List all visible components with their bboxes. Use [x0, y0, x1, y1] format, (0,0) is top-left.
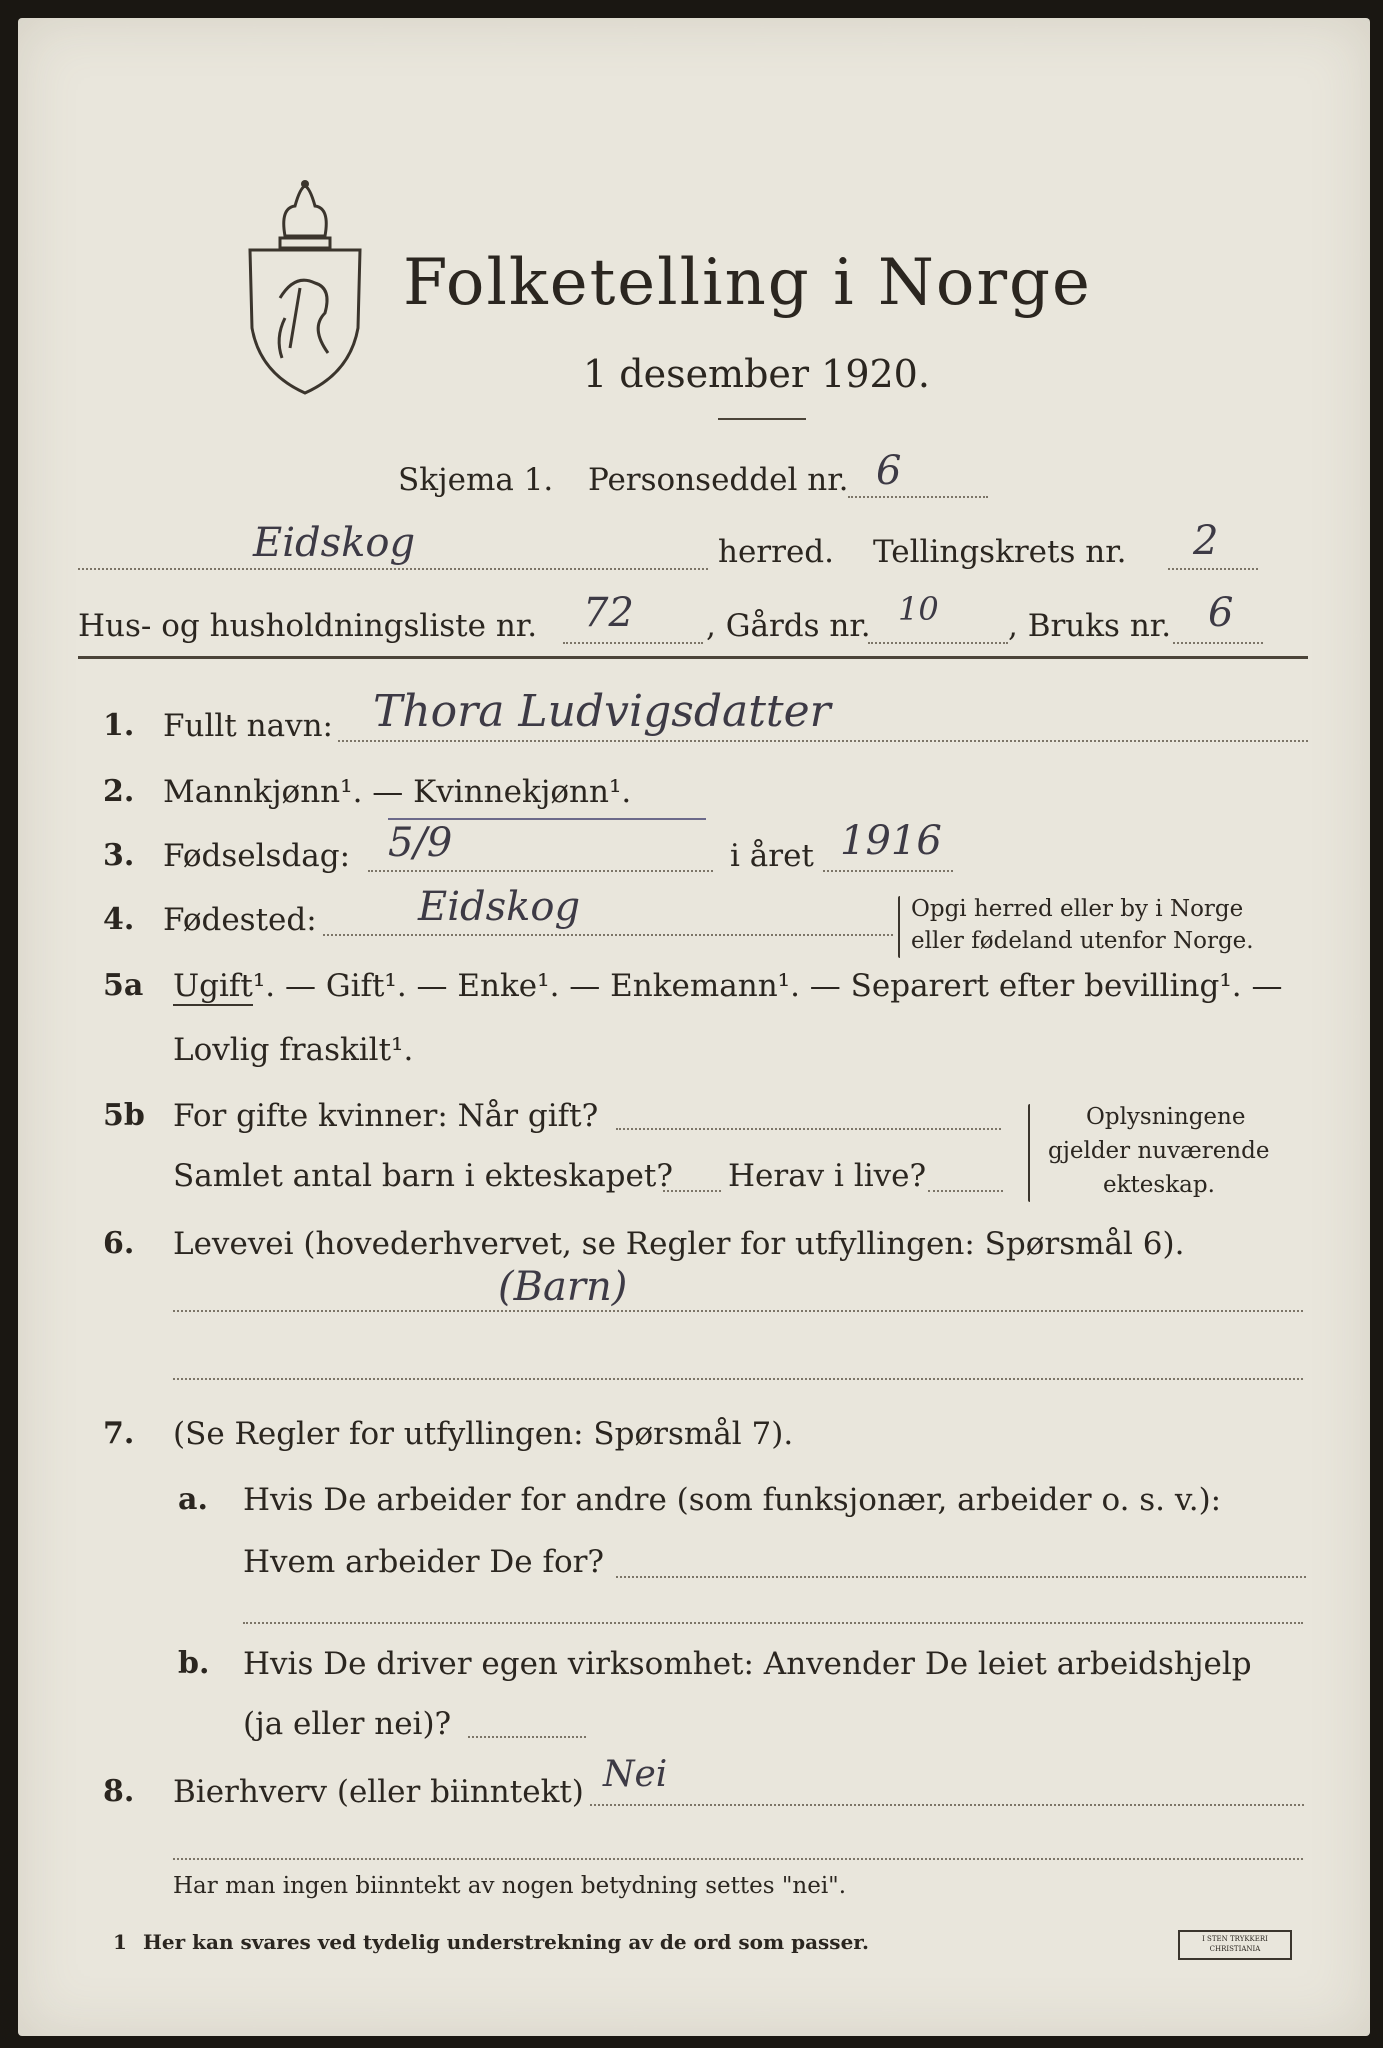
children-total-label: Samlet antal barn i ekteskapet?	[173, 1158, 673, 1194]
marriage-note-line2: gjelder nuværende	[1048, 1138, 1270, 1164]
employer-field-line	[616, 1576, 1306, 1578]
personseddel-field-line	[848, 496, 988, 498]
q7a-line1: Hvis De arbeider for andre (som funksjonær, arbeider o. s. v.):	[243, 1482, 1222, 1518]
marriage-note-line3: ekteskap.	[1103, 1172, 1215, 1198]
printer-stamp-line2: CHRISTIANIA	[1209, 1945, 1261, 1953]
bruks-label: , Bruks nr.	[1008, 608, 1172, 644]
q7-label: (Se Regler for utfyllingen: Spørsmål 7).	[173, 1416, 794, 1452]
census-date: 1 desember 1920.	[583, 352, 930, 396]
gards-field-line	[868, 642, 1008, 644]
when-married-field-line	[616, 1128, 1001, 1130]
household-list-value[interactable]: 72	[583, 590, 634, 636]
printer-stamp	[1178, 1930, 1292, 1960]
personseddel-label: Personseddel nr.	[588, 462, 849, 498]
q6-number: 6.	[103, 1226, 135, 1261]
employer-label: Hvem arbeider De for?	[243, 1544, 605, 1580]
footnote-text: Her kan svares ved tydelig understrekning av de ord som passer.	[143, 1930, 869, 1954]
side-income-value[interactable]: Nei	[603, 1754, 668, 1795]
q7b-number: b.	[178, 1646, 210, 1681]
q4-label: Fødested:	[163, 902, 317, 938]
occupation-field-line-2	[173, 1378, 1303, 1380]
bruks-value[interactable]: 6	[1208, 590, 1234, 636]
birthplace-note-line1: Opgi herred eller by i Norge	[911, 896, 1244, 922]
side-income-field-line	[590, 1804, 1304, 1806]
hired-help-label: (ja eller nei)?	[243, 1706, 452, 1742]
unmarried-option[interactable]: Ugift	[173, 968, 253, 1004]
children-alive-field-line	[928, 1190, 1003, 1192]
children-alive-label: Herav i live?	[728, 1158, 927, 1194]
q5a-number: 5a	[103, 968, 144, 1003]
married-women-label: For gifte kvinner: Når gift?	[173, 1098, 599, 1134]
tellingskrets-value[interactable]: 2	[1193, 518, 1219, 564]
gards-label: , Gårds nr.	[706, 608, 871, 644]
q8-number: 8.	[103, 1774, 135, 1809]
year-label: i året	[730, 838, 814, 874]
q7b-line1: Hvis De driver egen virksomhet: Anvender De leiet arbeidshjelp	[243, 1646, 1252, 1682]
birth-year-value[interactable]: 1916	[840, 818, 942, 864]
q5b-number: 5b	[103, 1098, 145, 1133]
q1-number: 1.	[103, 708, 135, 743]
note-brace	[1028, 1104, 1030, 1202]
form-title: Folketelling i Norge	[403, 246, 1092, 320]
herred-value[interactable]: Eidskog	[253, 520, 416, 566]
marriage-note-line1: Oplysningene	[1086, 1104, 1246, 1130]
bruks-field-line	[1173, 642, 1263, 644]
household-list-label: Hus- og husholdningsliste nr.	[78, 608, 538, 644]
note-brace	[898, 896, 900, 958]
tellingskrets-field-line	[1168, 568, 1258, 570]
side-income-field-line-2	[173, 1858, 1303, 1860]
sex-options[interactable]: Mannkjønn¹. — Kvinnekjønn¹.	[163, 774, 632, 810]
q7-number: 7.	[103, 1416, 135, 1451]
birth-year-field-line	[823, 870, 953, 872]
occupation-field-line	[173, 1310, 1303, 1312]
gards-value[interactable]: 10	[898, 590, 939, 628]
hired-help-field-line	[468, 1736, 586, 1738]
no-income-instruction: Har man ingen biinntekt av nogen betydning settes "nei".	[173, 1873, 847, 1899]
q7a-number: a.	[178, 1482, 208, 1517]
header-divider	[78, 656, 1308, 659]
household-list-field-line	[563, 642, 703, 644]
birthdate-value[interactable]: 5/9	[388, 820, 453, 866]
printer-stamp-line1: I STEN TRYKKERI	[1202, 1935, 1268, 1943]
marital-status-options[interactable]: ¹. — Gift¹. — Enke¹. — Enkemann¹. — Separert efter bevilling¹. —	[252, 968, 1283, 1004]
personseddel-value[interactable]: 6	[876, 448, 902, 494]
q3-number: 3.	[103, 838, 135, 873]
tellingskrets-label: Tellingskrets nr.	[873, 534, 1127, 570]
norwegian-coat-of-arms-icon	[240, 178, 370, 400]
q3-label: Fødselsdag:	[163, 838, 351, 874]
herred-label: herred.	[718, 534, 834, 570]
full-name-field-line	[338, 740, 1308, 742]
divider	[718, 418, 806, 420]
q2-number: 2.	[103, 774, 135, 809]
q1-label: Fullt navn:	[163, 708, 333, 744]
q4-number: 4.	[103, 902, 135, 937]
side-income-label: Bierhverv (eller biinntekt)	[173, 1774, 584, 1810]
schema-label: Skjema 1.	[398, 462, 554, 498]
census-form-page	[18, 18, 1370, 2036]
full-name-value[interactable]: Thora Ludvigsdatter	[373, 686, 831, 737]
birthdate-field-line	[368, 870, 713, 872]
occupation-label: Levevei (hovederhvervet, se Regler for utfyllingen: Spørsmål 6).	[173, 1226, 1185, 1262]
divorced-option[interactable]: Lovlig fraskilt¹.	[173, 1032, 414, 1068]
birthplace-value[interactable]: Eidskog	[418, 884, 581, 930]
occupation-value[interactable]: (Barn)	[498, 1264, 628, 1310]
children-total-field-line	[663, 1190, 721, 1192]
birthplace-note-line2: eller fødeland utenfor Norge.	[911, 928, 1254, 954]
footnote-mark: 1	[113, 1930, 127, 1954]
employer-field-line-2	[243, 1622, 1303, 1624]
birthplace-field-line	[323, 934, 893, 936]
herred-field-line	[78, 568, 708, 570]
